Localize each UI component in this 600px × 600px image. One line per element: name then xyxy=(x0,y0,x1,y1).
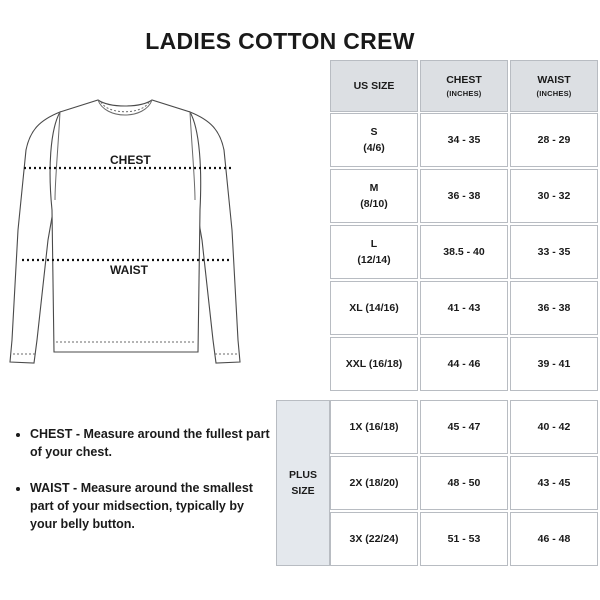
header-size xyxy=(330,60,418,112)
size-label: S xyxy=(370,125,378,138)
header-chest xyxy=(420,60,508,112)
chest-cell: 51 - 53 xyxy=(420,512,508,566)
waist-cell: 46 - 48 xyxy=(510,512,598,566)
chest-cell: 48 - 50 xyxy=(420,456,508,510)
size-cell xyxy=(330,113,418,167)
header-waist-label: WAIST xyxy=(537,74,571,87)
chest-cell: 38.5 - 40 xyxy=(420,225,508,279)
header-chest-label: CHEST xyxy=(446,74,482,87)
header-waist xyxy=(510,60,598,112)
size-label: M xyxy=(369,181,379,194)
waist-cell: 43 - 45 xyxy=(510,456,598,510)
size-cell xyxy=(330,225,418,279)
size-cell: 1X (16/18) xyxy=(330,400,418,454)
waist-cell: 36 - 38 xyxy=(510,281,598,335)
note-waist: • WAIST - Measure around the smallest part of your midsection, typically by your belly button. xyxy=(30,479,272,533)
chest-cell: 41 - 43 xyxy=(420,281,508,335)
header-size-label: US SIZE xyxy=(353,79,395,92)
page-title: LADIES COTTON CREW xyxy=(145,28,415,54)
header-waist-unit: (INCHES) xyxy=(536,89,572,99)
note-chest: • CHEST - Measure around the fullest part of your chest. xyxy=(30,425,272,461)
plus-label-line2: SIZE xyxy=(291,485,315,497)
chest-label: CHEST xyxy=(110,153,151,167)
waist-cell: 30 - 32 xyxy=(510,169,598,223)
plus-label-line1: PLUS xyxy=(288,468,317,481)
waist-cell: 33 - 35 xyxy=(510,225,598,279)
size-sub-label: (12/14) xyxy=(357,254,391,266)
size-label: L xyxy=(370,237,378,250)
size-cell xyxy=(330,169,418,223)
size-sub-label: (4/6) xyxy=(363,142,385,154)
measurement-notes xyxy=(12,425,272,551)
waist-cell: 40 - 42 xyxy=(510,400,598,454)
size-cell: XXL (16/18) xyxy=(330,337,418,391)
waist-cell: 28 - 29 xyxy=(510,113,598,167)
plus-size-label xyxy=(276,400,330,566)
chest-cell: 44 - 46 xyxy=(420,337,508,391)
size-cell: 3X (22/24) xyxy=(330,512,418,566)
size-sub-label: (8/10) xyxy=(360,198,388,210)
shirt-illustration xyxy=(0,90,250,380)
header-chest-unit: (INCHES) xyxy=(446,89,482,99)
waist-cell: 39 - 41 xyxy=(510,337,598,391)
chest-cell: 34 - 35 xyxy=(420,113,508,167)
size-cell: XL (14/16) xyxy=(330,281,418,335)
waist-label: WAIST xyxy=(110,263,148,277)
chest-cell: 36 - 38 xyxy=(420,169,508,223)
size-cell: 2X (18/20) xyxy=(330,456,418,510)
chest-cell: 45 - 47 xyxy=(420,400,508,454)
